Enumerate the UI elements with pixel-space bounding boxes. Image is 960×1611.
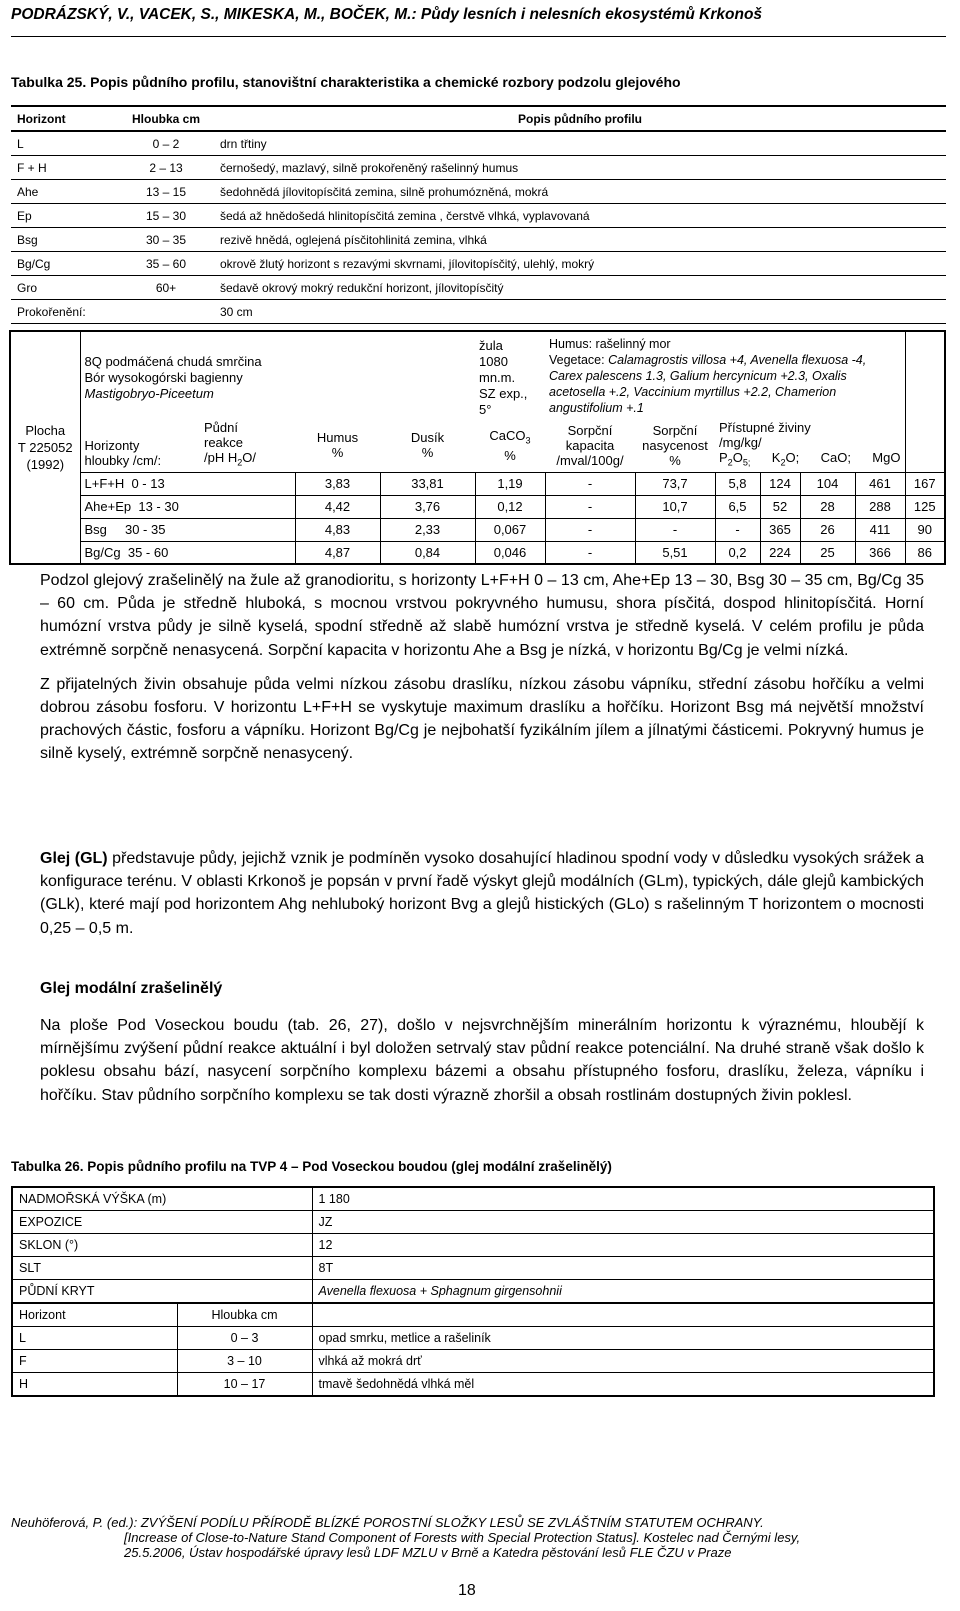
paragraph-vosecka: Na ploše Pod Voseckou boudu (tab. 26, 27), došlo v nejsvrchnějším minerálním horizontu k výraznému, hloubějí k mírnějšímu zvýšení půdní reakce aktuální i byl doložen setrvalý stav půdní reakce potenciální. Na druhé straně však došlo k poklesu obsahu bází, nasycení sorpčního komplexu bázemi a obsahu přístupného fosforu, draslíku, železa, vápníku i hořčíku. Stav půdního sorpčního komplexu se tak dosti výrazně zhoršil a obsah rostlinám dostupných živin poklesl. [40,1017,924,1104]
t25-desc: drn třtiny [220,136,267,151]
site-chem-table [9,330,946,565]
footer-citation: Neuhöferová, P. (ed.): ZVÝŠENÍ PODÍLU PŘÍRODĚ BLÍZKÉ POROSTNÍ SLOŽKY LESŮ SE ZVLÁŠTNÍM STATUTEM OCHRANY. [Increase of Close-to-Nature Stand Component of Forests with Special Protection Status]. Kostelec nad Černými lesy, 25.5.2006, Ústav hospodářské úpravy lesů LDF MZLU v Brně a Katedra pěstování lesů FLE ČZU v Praze [11,1515,801,1560]
chem-n: 0,12 [475,495,545,518]
t25-desc: okrově žlutý horizont s rezavými skvrnami, jílovitopísčitý, ulehlý, mokrý [220,256,595,271]
col-head-caco3: CaCO$_3$ % [475,419,545,472]
chem-sat: 6,5 [715,495,760,518]
chem-sat: 5,8 [715,472,760,495]
col-head-humus: Humus % [295,419,380,472]
chem-ph: 4,83 [295,518,380,541]
chem-row-horizon: L+F+H 0 - 13 [80,472,295,495]
chem-ca: 411 [855,518,905,541]
section-heading: Glej modální zrašelinělý [40,980,223,997]
table25-caption: Tabulka 25. Popis půdního profilu, stanovištní charakteristika a chemické rozbory podzolu glejového [11,74,681,90]
chem-mg: 125 [905,495,945,518]
col-head-horizon: Horizonty hloubky /cm/: [80,419,200,472]
t25-rooting-label: Prokořenění: [17,304,86,319]
chem-cap: 10,7 [635,495,715,518]
t25-depth: 2 – 13 [149,160,183,175]
body-text-2 [40,847,924,940]
table26-caption: Tabulka 26. Popis půdního profilu na TVP 4 – Pod Voseckou boudou (glej modální zrašelinělý) [11,1159,612,1174]
running-header: PODRÁZSKÝ, V., VACEK, S., MIKESKA, M., BOČEK, M.: Půdy lesních i nelesních ekosystémů Krkonoš [11,6,763,23]
t25-depth: 15 – 30 [145,208,187,223]
geology: žula 1080 mn.m. SZ exp., 5° [475,331,545,419]
t25-rooting-value: 30 cm [220,304,253,319]
chem-humus: 3,76 [380,495,475,518]
t25-horizon: F + H [17,160,47,175]
chem-cap: - [635,518,715,541]
t25-desc: černošedý, mazlavý, silně prokořeněný rašelinný humus [220,160,519,175]
stand-type: 8Q podmáčená chudá smrčina Bór wysokogórski bagienny Mastigobryo-Piceetum [80,331,475,419]
t26-site-value: 1 180 [312,1187,934,1211]
col-head-reaction: Půdní reakce /pH $H_2O/$ [200,419,295,472]
chem-k: 25 [800,541,855,564]
chem-sat: - [715,518,760,541]
chem-p: 224 [760,541,800,564]
chem-row-horizon: Bsg 30 - 35 [80,518,295,541]
chem-k: 104 [800,472,855,495]
t26-horizon: H [12,1373,177,1397]
t25-horizon: Gro [17,280,38,295]
t25-head-horizon: Horizont [17,111,66,126]
t26-site-value: JZ [312,1211,934,1234]
t25-depth: 35 – 60 [145,256,187,271]
t26-depth: 10 – 17 [177,1373,312,1397]
t26-depth: 0 – 3 [177,1327,312,1350]
chem-humus: 33,81 [380,472,475,495]
chem-mg: 167 [905,472,945,495]
t26-site-key: SLT [12,1257,312,1280]
chem-row-horizon: Bg/Cg 35 - 60 [80,541,295,564]
chem-n: 0,046 [475,541,545,564]
plot-id: Plocha T 225052 (1992) [10,331,80,564]
t26-head-horizon: Horizont [12,1303,177,1327]
chem-caco3: - [545,518,635,541]
t25-head-desc: Popis půdního profilu [518,111,642,126]
t26-horizon: F [12,1350,177,1373]
col-head-nitrogen: Dusík % [380,419,475,472]
chem-p: 124 [760,472,800,495]
chem-n: 0,067 [475,518,545,541]
page-number: 18 [458,1582,476,1599]
table25 [11,105,946,324]
t25-head-depth: Hloubka cm [131,111,200,126]
t26-horizon: L [12,1327,177,1350]
t25-depth: 13 – 15 [145,184,187,199]
t26-desc: opad smrku, metlice a rašeliník [312,1327,934,1350]
chem-p: 365 [760,518,800,541]
t26-site-key: SKLON (°) [12,1234,312,1257]
paragraph-nutrients: Z přijatelných živin obsahuje půda velmi nízkou zásobu draslíku, nízkou zásobu vápníku, střední zásobu hořčíku a velmi dobrou zásobu fosforu. V horizontu L+F+H se vyskytuje maximum draslíku a hořčíku. Horizont Bsg má největší množství prachových částic, fosforu a vápníku. Horizont Bg/Cg je nejbohatší fyzikálním jílem a jílnatými částicemi. Pokryvný humus je silně kyselý, extrémně sorpčně nenasycený. [40,675,924,763]
chem-cap: 73,7 [635,472,715,495]
vegetation-block: Humus: rašelinný mor Vegetace: Calamagrostis villosa +4, Avenella flexuosa -4, Carex palescens 1.3, Galium hercynicum +2.3, Oxalis acetosella +.2, Vaccinium myrtillus +2.2, Chamerion angustifolium +.1 [545,331,905,419]
t25-horizon: Bg/Cg [17,256,51,271]
chem-caco3: - [545,472,635,495]
t25-desc: šedavě okrový mokrý redukční horizont, jílovitopísčitý [220,280,504,295]
chem-humus: 2,33 [380,518,475,541]
t25-desc: rezivě hnědá, oglejená písčitohlinitá zemina, vlhká [220,232,487,247]
t26-desc: vlhká až mokrá drť [312,1350,934,1373]
t25-horizon: L [17,136,24,151]
chem-caco3: - [545,495,635,518]
chem-p: 52 [760,495,800,518]
chem-n: 1,19 [475,472,545,495]
t26-site-value: 12 [312,1234,934,1257]
col-head-sorption-saturation: Sorpční nasycenost % [635,419,715,472]
body-text-1 [40,569,924,766]
t25-depth: 30 – 35 [145,232,187,247]
chem-ph: 4,42 [295,495,380,518]
t26-site-key: NADMOŘSKÁ VÝŠKA (m) [12,1187,312,1211]
chem-row-horizon: Ahe+Ep 13 - 30 [80,495,295,518]
chem-mg: 90 [905,518,945,541]
t26-desc: tmavě šedohnědá vlhká měl [312,1373,934,1397]
body-text-3 [40,1014,924,1107]
chem-ca: 366 [855,541,905,564]
t25-depth: 60+ [155,280,177,295]
t25-desc: šedá až hnědošedá hlinitopísčitá zemina , čerstvě vlhká, vyplavovaná [220,208,590,223]
col-head-nutrients: Přístupné živiny /mg/kg/ $P_2O_{5;}$ $K_2O$; CaO; MgO [715,419,905,472]
chem-mg: 86 [905,541,945,564]
t26-depth: 3 – 10 [177,1350,312,1373]
chem-humus: 0,84 [380,541,475,564]
table26 [11,1186,935,1397]
paragraph-podzol: Podzol glejový zrašelinělý na žule až granodioritu, s horizonty L+F+H 0 – 13 cm, Ahe+Ep 13 – 30, Bsg 30 – 35 cm, Bg/Cg 35 – 60 cm. Půda je středně hluboká, s mocnou vrstvou pokryvného humusu, shora písčitá, dospod hlinitopísčitá. Horní humózní vrstva půdy je silně kyselá, spodní středně až slabě humózní vrstva je středně kyselá. V celém profilu je půda extrémně sorpčně nenasycená. Sorpční kapacita v horizontu Ahe a Bsg je nízká, v horizontu Bg/Cg je velmi nízká. [40,572,924,659]
chem-cap: 5,51 [635,541,715,564]
chem-ca: 461 [855,472,905,495]
t26-site-key: PŮDNÍ KRYT [12,1280,312,1304]
t25-horizon: Ep [17,208,32,223]
t26-site-value: Avenella flexuosa + Sphagnum girgensohnii [312,1280,934,1304]
t25-horizon: Bsg [17,232,38,247]
chem-sat: 0,2 [715,541,760,564]
chem-caco3: - [545,541,635,564]
paragraph-glej: Glej (GL) představuje půdy, jejichž vznik je podmíněn vysoko dosahující hladinou spodní vody v důsledku vysokých srážek a konfigurace terénu. V oblasti Krkonoš je popsán v první řadě výskyt glejů modálních (GLm), typických, dále glejů kambických (GLk), které mají pod horizontem Ahg nehluboký horizont Bvg a glejů histických (GLo) s rašelinným T horizontem o mocnosti 0,25 – 0,5 m. [40,850,924,937]
chem-k: 26 [800,518,855,541]
t25-desc: šedohnědá jílovitopísčitá zemina, silně prohumózněná, mokrá [220,184,549,199]
t26-site-key: EXPOZICE [12,1211,312,1234]
t26-head-depth: Hloubka cm [177,1303,312,1327]
col-head-sorption-capacity: Sorpční kapacita /mval/100g/ [545,419,635,472]
chem-ph: 3,83 [295,472,380,495]
header-rule [11,36,946,37]
t26-head-desc [312,1303,934,1327]
chem-ph: 4,87 [295,541,380,564]
t25-depth: 0 – 2 [152,136,180,151]
chem-ca: 288 [855,495,905,518]
t26-site-value: 8T [312,1257,934,1280]
t25-horizon: Ahe [17,184,39,199]
chem-k: 28 [800,495,855,518]
